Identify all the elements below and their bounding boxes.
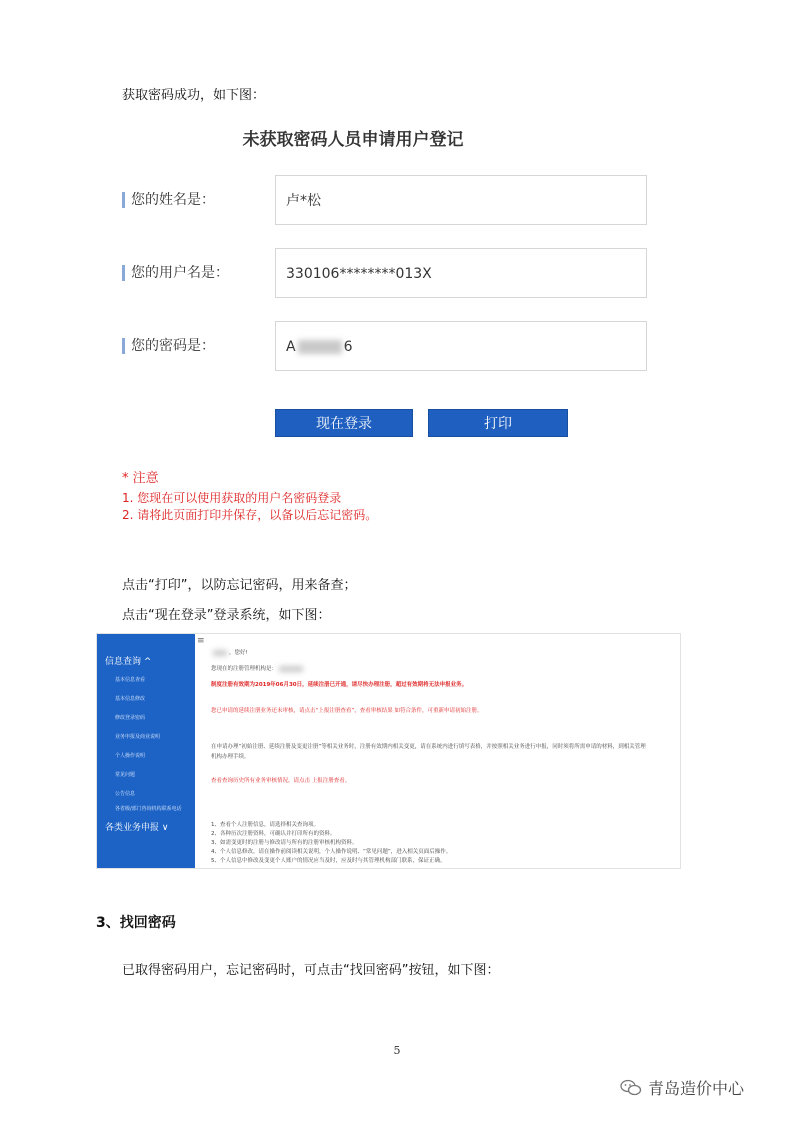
sidebar-group-info-query[interactable]: 信息查询 ^ bbox=[105, 657, 152, 667]
sidebar-item[interactable]: 公告信息 bbox=[115, 791, 136, 797]
sidebar-group-business[interactable]: 各类业务申报 ∨ bbox=[105, 823, 169, 833]
watermark-text: 青岛造价中心 bbox=[648, 1079, 745, 1098]
username-redaction bbox=[213, 650, 227, 656]
section-heading: 3、找回密码 bbox=[96, 915, 176, 931]
note-2: 2、各种历次注册资料，可确认并打印所有的资料。 bbox=[211, 831, 336, 837]
sidebar-item[interactable]: 业务申报及商业说明 bbox=[115, 734, 161, 740]
notice-title: * 注意 bbox=[122, 471, 159, 486]
org-line bbox=[211, 664, 305, 672]
main-panel bbox=[195, 634, 680, 868]
menu-icon[interactable]: ≡ bbox=[197, 636, 205, 646]
username-label: 您的用户名是： bbox=[122, 265, 229, 281]
sidebar bbox=[97, 634, 195, 869]
expiry-warning: 制度注册有效期为2019年06月30日，延续注册已开通，请尽快办理注册，超过有效期将无法申报业务。 bbox=[211, 682, 468, 688]
greeting-text: ，您好! bbox=[229, 650, 248, 656]
print-instruction: 点击“打印”，以防忘记密码，用来备查； bbox=[122, 578, 357, 593]
sidebar-item[interactable]: 常见问题 bbox=[115, 772, 136, 778]
note-4: 4、个人信息修改，请在操作前阅读相关说明，个人操作说明、“常见问题”，进入相关页面后操作。 bbox=[211, 849, 452, 855]
password-prefix: A bbox=[286, 339, 296, 355]
intro-paragraph: 获取密码成功，如下图： bbox=[122, 88, 266, 103]
watermark bbox=[620, 1076, 744, 1101]
password-redaction bbox=[298, 340, 342, 354]
notice-line-2: 2. 请将此页面打印并保存，以备以后忘记密码。 bbox=[122, 508, 378, 522]
instruction-line-1: 在申请办理“初始注册、延续注册及变更注册”等相关业务时，注册有效期内相关变更，请在系统内进行填写表格，并按照相关业务进行申报，同时须将所需申请的材料，到相关管理 bbox=[211, 744, 646, 750]
sidebar-item[interactable]: 基本信息查看 bbox=[115, 677, 146, 683]
history-link-line[interactable]: 查看查询历史所有业务审核情况，请点击 上报注册查看。 bbox=[211, 778, 351, 784]
review-notice: 您已申请的延续注册业务还未审核，请点击“上报注册查看”，查看审核结果 如符合条件，可重新申请初始注册。 bbox=[211, 708, 483, 714]
greeting bbox=[211, 648, 248, 656]
name-label: 您的姓名是： bbox=[122, 192, 215, 208]
name-field[interactable]: 卢*松 bbox=[275, 175, 647, 225]
instruction-line-2: 机构办理手续。 bbox=[211, 754, 250, 760]
org-redaction bbox=[279, 666, 303, 672]
sidebar-item[interactable]: 个人操作说明 bbox=[115, 753, 146, 759]
wechat-icon bbox=[620, 1079, 642, 1101]
note-3: 3、如需变更时的注册与修改请与所有的注册审核机构资料。 bbox=[211, 840, 358, 846]
recover-instruction: 已取得密码用户，忘记密码时，可点击“找回密码”按钮，如下图： bbox=[122, 963, 500, 978]
username-field[interactable]: 330106********013X bbox=[275, 248, 647, 298]
note-5: 5、个人信息中修改及变更个人账户的情况应当及时，应及时与其管理机构部门联系，保证正确。 bbox=[211, 858, 446, 864]
system-screenshot bbox=[96, 633, 681, 869]
sidebar-item[interactable]: 各省级/部门咨询机构联系电话 bbox=[115, 806, 182, 812]
page-number: 5 bbox=[393, 1044, 401, 1057]
password-field[interactable] bbox=[275, 321, 647, 371]
sidebar-item[interactable]: 修改登录密码 bbox=[115, 715, 146, 721]
form-title: 未获取密码人员申请用户登记 bbox=[242, 130, 464, 150]
password-suffix: 6 bbox=[343, 339, 353, 355]
login-instruction: 点击“现在登录”登录系统，如下图： bbox=[122, 608, 331, 623]
note-1: 1、查看个人注册信息，请选择相关查询项。 bbox=[211, 822, 320, 828]
notice-line-1: 1. 您现在可以使用获取的用户名密码登录 bbox=[122, 491, 342, 505]
password-label: 您的密码是： bbox=[122, 338, 215, 354]
login-now-button[interactable]: 现在登录 bbox=[275, 409, 413, 437]
sidebar-item[interactable]: 基本信息修改 bbox=[115, 696, 146, 702]
org-line-text: 您现在的注册管理机构是： bbox=[211, 666, 278, 672]
print-button[interactable]: 打印 bbox=[428, 409, 568, 437]
